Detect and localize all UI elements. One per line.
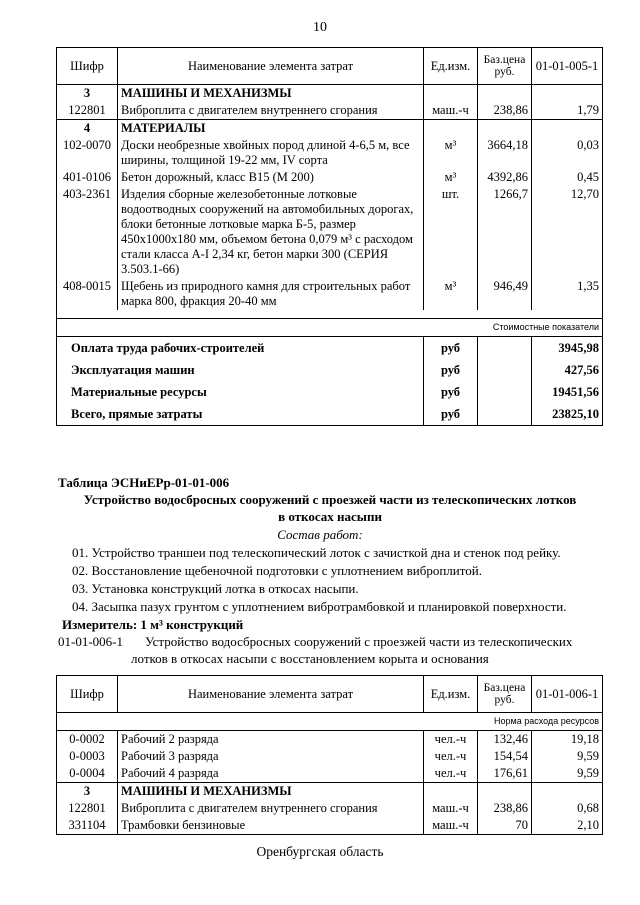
row-code: 122801: [57, 102, 118, 120]
work-step: 02. Восстановление щебеночной подготовки с уплотнением виброплитой.: [72, 563, 482, 578]
row-code: 0-0004: [57, 765, 118, 783]
col-price-header: Баз.цена руб.: [478, 48, 532, 85]
summary-label: Всего, прямые затраты: [57, 403, 424, 426]
row-qty: 9,59: [532, 765, 603, 783]
work-step: 04. Засыпка пазух грунтом с уплотнением вибротрамбовкой и планировкой поверхности.: [72, 599, 567, 614]
row-code: 403-2361: [57, 186, 118, 278]
section-heading: Устройство водосбросных сооружений с проезжей части из телескопических лотков в откосах насыпи: [83, 492, 577, 524]
row-unit: м³: [424, 278, 478, 310]
composition-title: Состав работ:: [277, 527, 363, 542]
col-norm-header: 01-01-005-1: [532, 48, 603, 85]
row-unit: шт.: [424, 186, 478, 278]
row-name: Рабочий 4 разряда: [118, 765, 424, 783]
col-name-header: Наименование элемента затрат: [118, 48, 424, 85]
row-qty: 0,45: [532, 169, 603, 186]
row-code: 0-0002: [57, 731, 118, 749]
row-unit: маш.-ч: [424, 102, 478, 120]
row-unit: маш.-ч: [424, 800, 478, 817]
summary-label: Эксплуатация машин: [57, 359, 424, 381]
table-row: [57, 817, 603, 835]
summary-label: Оплата труда рабочих-строителей: [57, 337, 424, 360]
row-price: 70: [478, 817, 532, 835]
table-row: [57, 102, 603, 120]
summary-value: 23825,10: [532, 403, 603, 426]
row-name: Рабочий 3 разряда: [118, 748, 424, 765]
table-row: [57, 731, 603, 749]
section-row: [57, 85, 603, 103]
section-title: МАТЕРИАЛЫ: [118, 120, 424, 138]
row-name: Трамбовки бензиновые: [118, 817, 424, 835]
summary-unit: руб: [424, 337, 478, 360]
row-price: 3664,18: [478, 137, 532, 169]
col-norm-header: 01-01-006-1: [532, 676, 603, 713]
row-price: 946,49: [478, 278, 532, 310]
row-unit: чел.-ч: [424, 748, 478, 765]
section-row: [57, 783, 603, 801]
summary-row: [57, 337, 603, 360]
row-name: Рабочий 2 разряда: [118, 731, 424, 749]
row-price: 238,86: [478, 800, 532, 817]
row-unit: чел.-ч: [424, 731, 478, 749]
row-price: 238,86: [478, 102, 532, 120]
work-step: 03. Установка конструкций лотка в откосах насыпи.: [72, 581, 359, 596]
col-name-header: Наименование элемента затрат: [118, 676, 424, 713]
row-price: 154,54: [478, 748, 532, 765]
summary-unit: руб: [424, 381, 478, 403]
summary-unit: руб: [424, 403, 478, 426]
table-header: [57, 48, 603, 85]
summary-row: [57, 403, 603, 426]
row-price: 1266,7: [478, 186, 532, 278]
table-row: [57, 137, 603, 169]
summary-row: [57, 381, 603, 403]
row-name: Виброплита с двигателем внутреннего сгорания: [118, 800, 424, 817]
row-unit: м³: [424, 137, 478, 169]
row-code: 408-0015: [57, 278, 118, 310]
table-row: [57, 765, 603, 783]
row-qty: 9,59: [532, 748, 603, 765]
row-qty: 19,18: [532, 731, 603, 749]
col-unit-header: Ед.изм.: [424, 676, 478, 713]
row-code: 331104: [57, 817, 118, 835]
resource-table-1: [56, 47, 603, 426]
row-code: 0-0003: [57, 748, 118, 765]
summary-value: 427,56: [532, 359, 603, 381]
row-name: Доски необрезные хвойных пород длиной 4-6,5 м, все ширины, толщиной 19-22 мм, IV сорта: [118, 137, 424, 169]
row-unit: чел.-ч: [424, 765, 478, 783]
meter-label: Измеритель: 1 м³ конструкций: [62, 617, 244, 632]
section-number: 4: [57, 120, 118, 138]
work-step: 01. Устройство траншеи под телескопический лоток с зачисткой дна и стенок под рейку.: [72, 545, 561, 560]
table-title: Таблица ЭСНиЕРр-01-01-006: [58, 475, 230, 490]
row-price: 4392,86: [478, 169, 532, 186]
col-price-header: Баз.цена руб.: [478, 676, 532, 713]
table-row: [57, 169, 603, 186]
row-qty: 2,10: [532, 817, 603, 835]
row-unit: маш.-ч: [424, 817, 478, 835]
table-row: [57, 186, 603, 278]
table-row: [57, 800, 603, 817]
footer-region: Оренбургская область: [256, 844, 384, 859]
norm-caption: Норма расхода ресурсов: [57, 713, 603, 731]
summary-value: 19451,56: [532, 381, 603, 403]
summary-label: Материальные ресурсы: [57, 381, 424, 403]
row-qty: 12,70: [532, 186, 603, 278]
row-price: 176,61: [478, 765, 532, 783]
item-description: Устройство водосбросных сооружений с проезжей части из телескопических лотков в откосах насыпи с восстановлением корыта и основания: [131, 634, 573, 666]
col-code-header: Шифр: [57, 676, 118, 713]
summary-unit: руб: [424, 359, 478, 381]
row-name: Бетон дорожный, класс В15 (М 200): [118, 169, 424, 186]
section-title: МАШИНЫ И МЕХАНИЗМЫ: [118, 783, 424, 801]
row-code: 102-0070: [57, 137, 118, 169]
row-qty: 0,03: [532, 137, 603, 169]
row-unit: м³: [424, 169, 478, 186]
row-qty: 0,68: [532, 800, 603, 817]
table-row: [57, 748, 603, 765]
summary-value: 3945,98: [532, 337, 603, 360]
summary-row: [57, 359, 603, 381]
resource-table-2: [56, 675, 603, 835]
section-number: 3: [57, 85, 118, 103]
cost-caption: Стоимостные показатели: [57, 319, 603, 337]
row-code: 401-0106: [57, 169, 118, 186]
item-code: 01-01-006-1: [58, 634, 123, 649]
row-name: Щебень из природного камня для строительных работ марка 800, фракция 20-40 мм: [118, 278, 424, 310]
row-name: Изделия сборные железобетонные лотковые водоотводных сооружений на автомобильных дорогах, блоки бетонные лотковые марка Б-5, размер 450х1000х180 мм, объемом бетона 0,079 м³ с расходом стали класса А-I 2,34 кг, бетон марки 300 (СЕРИЯ 3.503.1-66): [118, 186, 424, 278]
col-unit-header: Ед.изм.: [424, 48, 478, 85]
row-code: 122801: [57, 800, 118, 817]
row-qty: 1,79: [532, 102, 603, 120]
page-number: 10: [313, 20, 327, 35]
table-row: [57, 278, 603, 310]
table-header: [57, 676, 603, 713]
row-name: Виброплита с двигателем внутреннего сгорания: [118, 102, 424, 120]
row-qty: 1,35: [532, 278, 603, 310]
section-title: МАШИНЫ И МЕХАНИЗМЫ: [118, 85, 424, 103]
section-number: 3: [57, 783, 118, 801]
section-row: [57, 120, 603, 138]
row-price: 132,46: [478, 731, 532, 749]
col-code-header: Шифр: [57, 48, 118, 85]
